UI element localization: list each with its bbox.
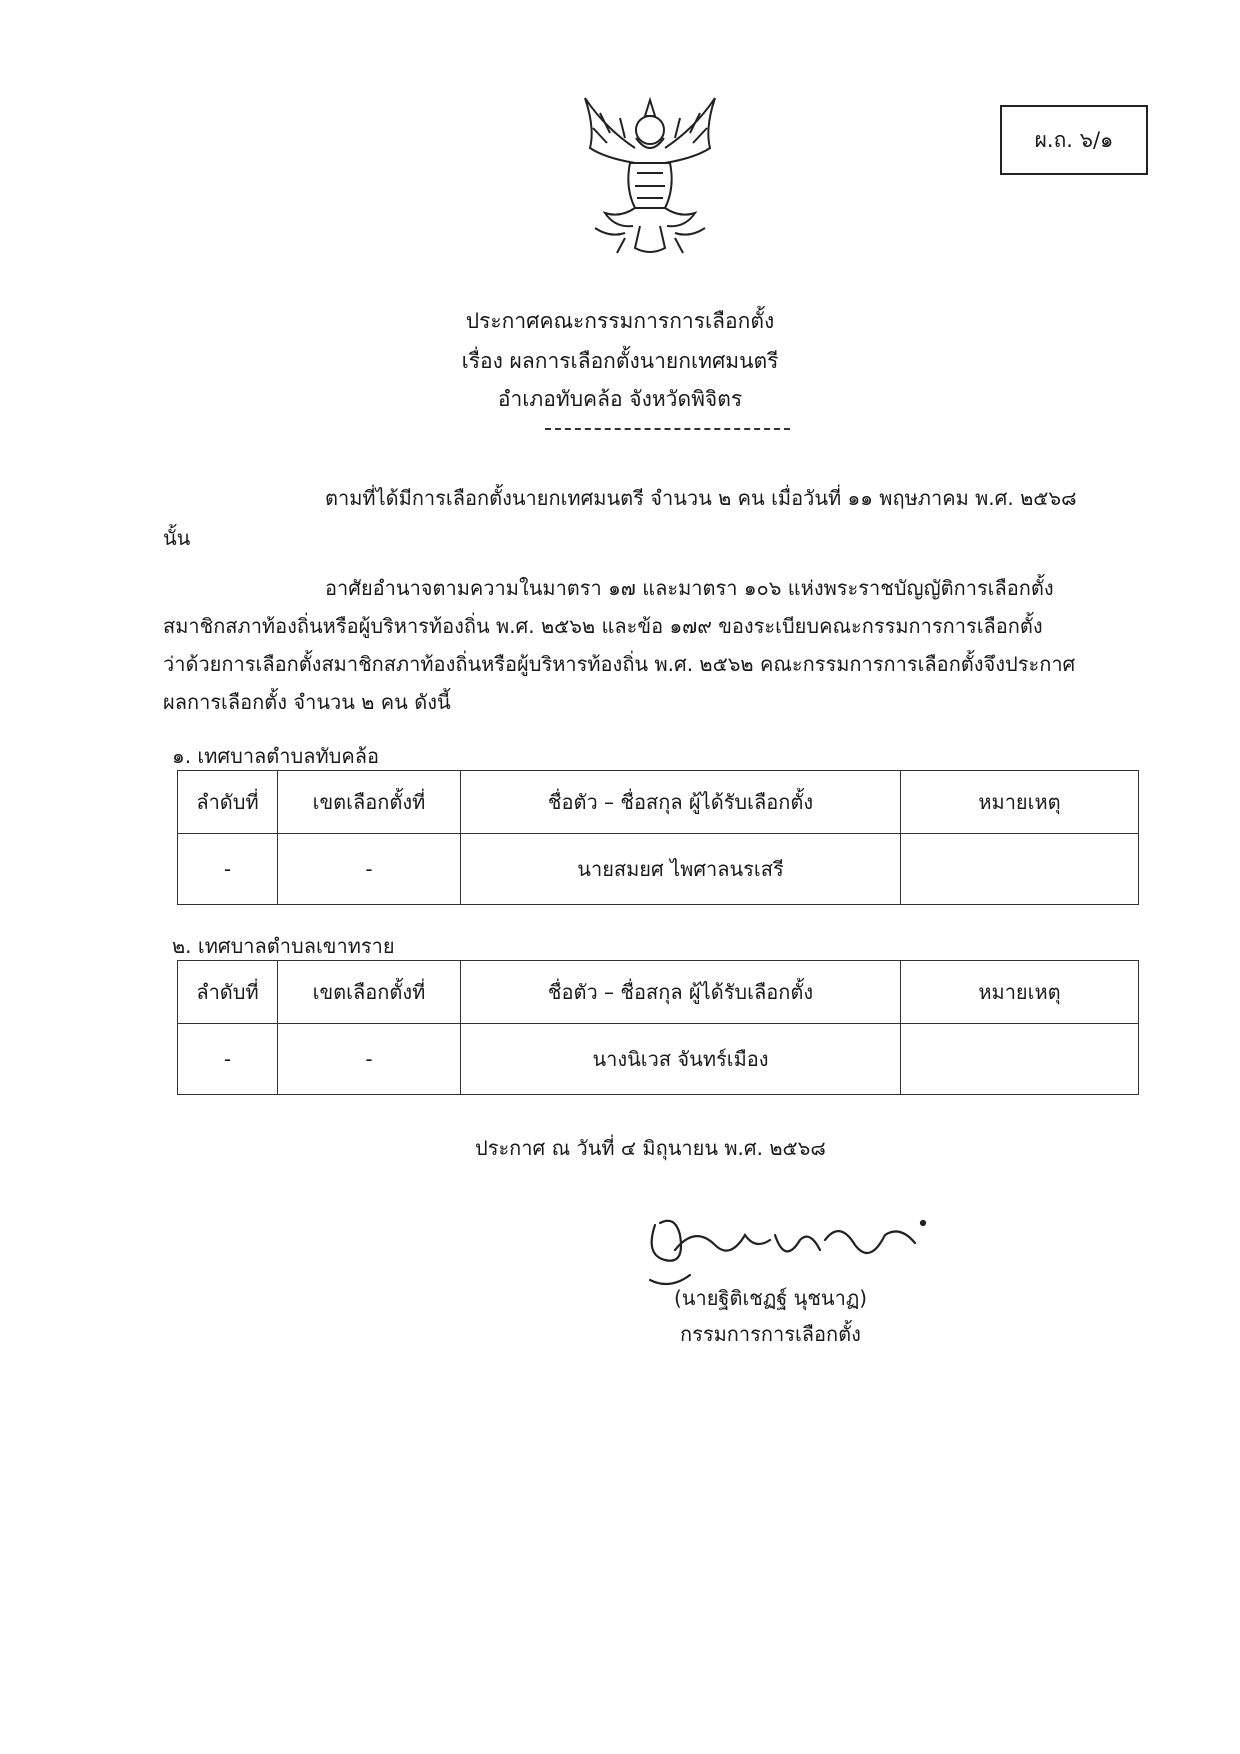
- section-2-heading: ๒. เทศบาลตำบลเขาทราย: [172, 934, 395, 958]
- table-row: [178, 1024, 1139, 1095]
- header-remark: หมายเหตุ: [901, 771, 1139, 834]
- announcement-date: ประกาศ ณ วันที่ ๔ มิถุนายน พ.ศ. ๒๕๖๘: [475, 1136, 826, 1160]
- table-header-row: [178, 771, 1139, 834]
- paragraph-2-line-1: อาศัยอำนาจตามความในมาตรา ๑๗ และมาตรา ๑๐๖ แห่งพระราชบัญญัติการเลือกตั้ง: [325, 576, 1054, 600]
- signatory-position: กรรมการการเลือกตั้ง: [680, 1322, 861, 1346]
- cell-order: -: [178, 834, 278, 905]
- header-name: ชื่อตัว – ชื่อสกุล ผู้ได้รับเลือกตั้ง: [461, 771, 901, 834]
- paragraph-2-line-4: ผลการเลือกตั้ง จำนวน ๒ คน ดังนี้: [163, 690, 451, 714]
- header-remark: หมายเหตุ: [901, 961, 1139, 1024]
- cell-remark: [901, 1024, 1139, 1095]
- title-divider: [545, 428, 790, 430]
- header-district: เขตเลือกตั้งที่: [278, 961, 461, 1024]
- results-table-2: [177, 960, 1139, 1095]
- paragraph-2-line-2: สมาชิกสภาท้องถิ่นหรือผู้บริหารท้องถิ่น พ.ศ. ๒๕๖๒ และข้อ ๑๗๙ ของระเบียบคณะกรรมการการเลือกตั้ง: [163, 614, 1043, 638]
- paragraph-1-line-2: นั้น: [163, 526, 191, 550]
- results-table-1: [177, 770, 1139, 905]
- table-header-row: [178, 961, 1139, 1024]
- announcement-location: อำเภอทับคล้อ จังหวัดพิจิตร: [497, 387, 743, 411]
- cell-district: -: [278, 1024, 461, 1095]
- cell-order: -: [178, 1024, 278, 1095]
- garuda-emblem: [565, 88, 735, 263]
- signatory-name: (นายฐิติเชฏฐ์ นุชนาฏ): [674, 1286, 868, 1310]
- cell-district: -: [278, 834, 461, 905]
- table-row: [178, 834, 1139, 905]
- announcement-subject: เรื่อง ผลการเลือกตั้งนายกเทศมนตรี: [461, 349, 779, 373]
- header-order: ลำดับที่: [178, 961, 278, 1024]
- paragraph-2-line-3: ว่าด้วยการเลือกตั้งสมาชิกสภาท้องถิ่นหรือผู้บริหารท้องถิ่น พ.ศ. ๒๕๖๒ คณะกรรมการการเลือกตั้งจึงประกาศ: [163, 652, 1076, 676]
- announcement-title: ประกาศคณะกรรมการการเลือกตั้ง: [465, 309, 775, 333]
- form-code-box: [1000, 105, 1148, 175]
- header-order: ลำดับที่: [178, 771, 278, 834]
- section-1-heading: ๑. เทศบาลตำบลทับคล้อ: [172, 744, 380, 768]
- cell-remark: [901, 834, 1139, 905]
- paragraph-1-line-1: ตามที่ได้มีการเลือกตั้งนายกเทศมนตรี จำนวน ๒ คน เมื่อวันที่ ๑๑ พฤษภาคม พ.ศ. ๒๕๖๘: [325, 486, 1077, 510]
- cell-name: นายสมยศ ไพศาลนรเสรี: [461, 834, 901, 905]
- header-name: ชื่อตัว – ชื่อสกุล ผู้ได้รับเลือกตั้ง: [461, 961, 901, 1024]
- form-code-text: ผ.ถ. ๖/๑: [1034, 127, 1114, 152]
- cell-name: นางนิเวส จันทร์เมือง: [461, 1024, 901, 1095]
- header-district: เขตเลือกตั้งที่: [278, 771, 461, 834]
